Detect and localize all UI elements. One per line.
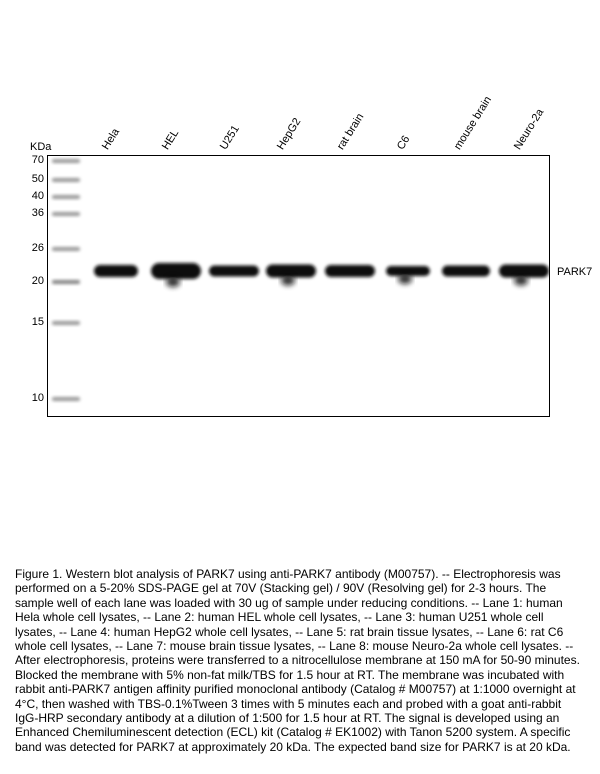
- lane-label-3: U251: [217, 123, 242, 152]
- blot-membrane: [47, 155, 550, 417]
- lane-label-6: C6: [394, 133, 413, 152]
- band-lane-1: [94, 265, 138, 277]
- lane-label-5: rat brain: [334, 111, 367, 152]
- band-lane-2: [151, 263, 201, 287]
- marker-value-40: 40: [31, 190, 44, 202]
- lane-label-7: mouse brain: [451, 94, 495, 152]
- marker-value-20: 20: [31, 275, 44, 287]
- ladder-band-26: [52, 247, 80, 251]
- ladder: [52, 159, 80, 401]
- lane-label-4: HepG2: [274, 116, 304, 152]
- ladder-band-20: [52, 280, 80, 284]
- ladder-band-10: [52, 397, 80, 401]
- lane-label-8: Neuro-2a: [511, 106, 547, 152]
- marker-value-36: 36: [31, 207, 44, 219]
- band-lane-8: [499, 265, 549, 286]
- band-lane-4: [266, 265, 316, 286]
- marker-value-26: 26: [31, 242, 44, 254]
- lane-label-1: Hela: [99, 126, 122, 152]
- band-lane-3: [209, 266, 259, 277]
- bands: [94, 263, 549, 287]
- ladder-band-70: [52, 159, 80, 163]
- ladder-band-36: [52, 212, 80, 216]
- ladder-band-40: [52, 195, 80, 199]
- figure-caption: Figure 1. Western blot analysis of PARK7 using anti-PARK7 antibody (M00757). -- Electrophoresis was performed on a 5-20% SDS-PAGE gel at 70V (Stacking gel) / 90V (Resolving gel) for 2-3 hours. The sample well of each lane was loaded with 30 ug of sample under reducing conditions. -- Lane 1: human Hela whole cell lysates, -- Lane 2: human HEL whole cell lysates, -- Lane 3: human U251 whole cell lysates, -- Lane 4: human HepG2 whole cell lysates, -- Lane 5: rat brain tissue lysates, -- Lane 6: rat C6 whole cell lysates, -- Lane 7: mouse brain tissue lysates, -- Lane 8: mouse Neuro-2a whole cell lysates. -- After electrophoresis, proteins were transferred to a nitrocellulose membrane at 150 mA for 50-90 minutes. Blocked the membrane with 5% non-fat milk/TBS for 1.5 hour at RT. The membrane was incubated with rabbit anti-PARK7 antigen affinity purified monoclonal antibody (Catalog # M00757) at 1:1000 overnight at 4°C, then washed with TBS-0.1%Tween 3 times with 5 minutes each and probed with a goat anti-rabbit IgG-HRP secondary antibody at a dilution of 1:500 for 1.5 hour at RT. The signal is developed using an Enhanced Chemiluminescent detection (ECL) kit (Catalog # EK1002) with Tanon 5200 system. A specific band was detected for PARK7 at approximately 20 kDa. The expected band size for PARK7 is at 20 kDa.: [15, 567, 580, 754]
- band-lane-7: [442, 266, 490, 277]
- target-label-park7: PARK7: [557, 266, 593, 278]
- marker-value-10: 10: [31, 392, 44, 404]
- lane-label-2: HEL: [159, 127, 182, 152]
- marker-value-50: 50: [31, 173, 44, 185]
- marker-value-70: 70: [31, 154, 44, 166]
- band-lane-5: [325, 265, 375, 277]
- ladder-band-15: [52, 321, 80, 325]
- marker-value-15: 15: [31, 316, 44, 328]
- ladder-band-50: [52, 178, 80, 182]
- blot-image: [48, 156, 549, 416]
- band-lane-6: [386, 266, 430, 284]
- kda-unit-label: KDa: [30, 141, 52, 153]
